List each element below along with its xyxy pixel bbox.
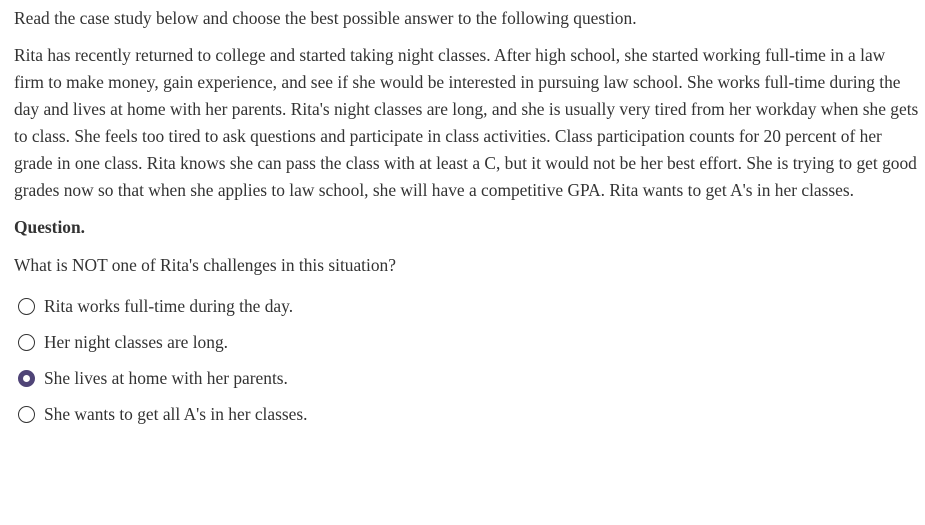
question-text: What is NOT one of Rita's challenges in this situation? [14,255,396,275]
answer-option-label[interactable]: She lives at home with her parents. [44,368,288,388]
question-heading: Question. [14,217,86,237]
instruction-text: Read the case study below and choose the best possible answer to the following question. [14,8,637,28]
radio-button-checked[interactable] [18,370,35,387]
radio-button-unchecked[interactable] [18,334,35,351]
radio-button-unchecked[interactable] [18,298,35,315]
answer-options [14,288,911,432]
answer-option-2[interactable] [14,324,911,360]
answer-option-3[interactable] [14,360,911,396]
answer-option-1[interactable] [14,288,911,324]
radio-button-unchecked[interactable] [18,406,35,423]
answer-option-label[interactable]: She wants to get all A's in her classes. [44,404,308,424]
answer-option-4[interactable] [14,396,911,432]
answer-option-label[interactable]: Her night classes are long. [44,332,228,352]
case-study-text: Rita has recently returned to college and started taking night classes. After high school, she started working full-time in a law firm to make money, gain experience, and see if she would be interested in pursuing law school. She works full-time during the day and lives at home with her parents. Rita's night classes are long, and she is usually very tired from her workday when she gets to class. She feels too tired to ask questions and participate in class activities. Class participation counts for 20 percent of her grade in one class. Rita knows she can pass the class with at least a C, but it would not be her best effort. She is trying to get good grades now so that when she applies to law school, she will have a competitive GPA. Rita wants to get A's in her classes. [14,45,919,200]
answer-option-label[interactable]: Rita works full-time during the day. [44,296,294,316]
